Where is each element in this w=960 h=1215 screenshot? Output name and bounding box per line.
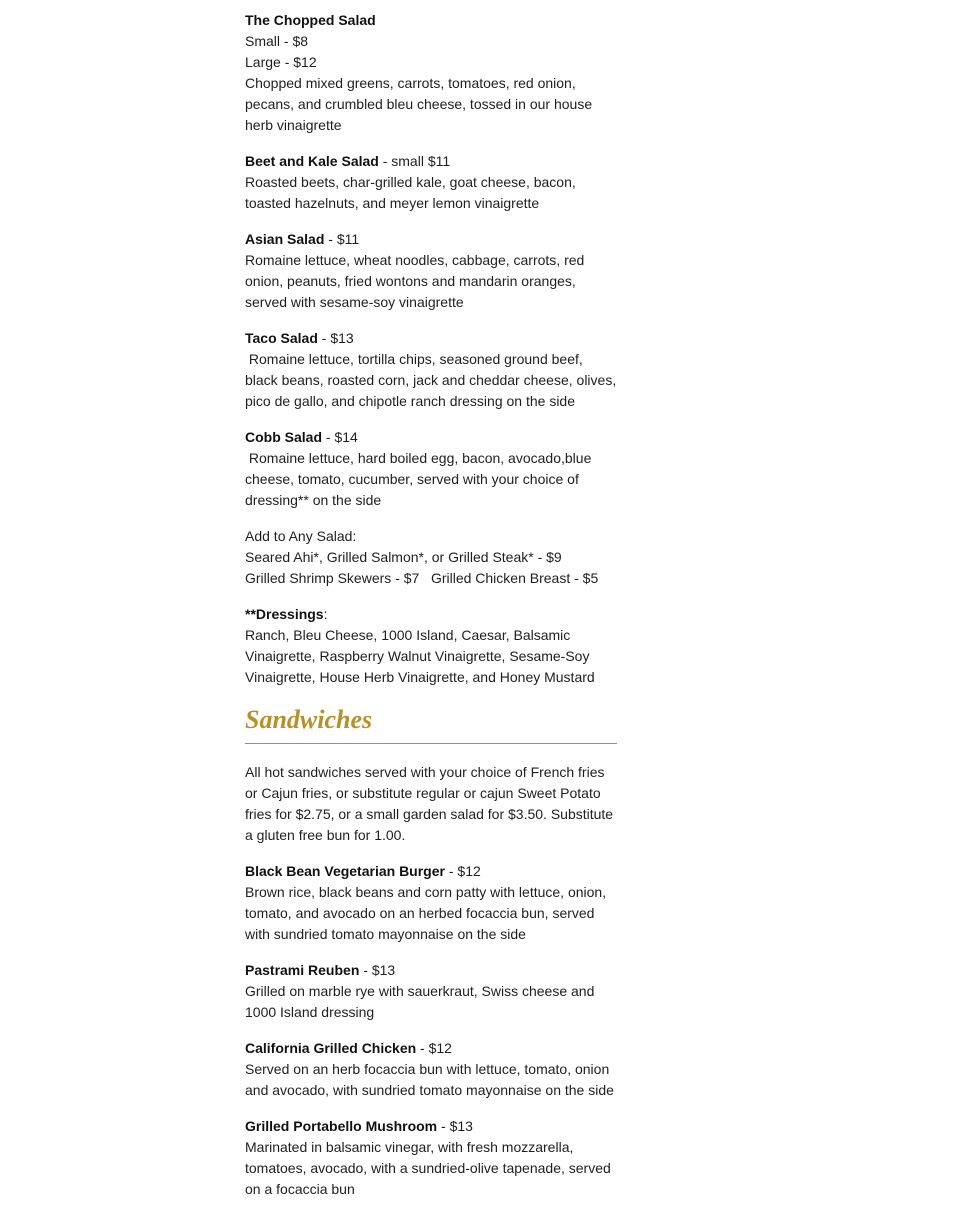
dressings-label: **Dressings [245, 606, 324, 622]
item-description: Chopped mixed greens, carrots, tomatoes, red onion, pecans, and crumbled bleu cheese, tossed in our house herb vinaigrette [245, 75, 593, 133]
item-price-small: Small - $8 [245, 33, 309, 49]
item-price: - small $11 [378, 153, 451, 169]
menu-content [245, 10, 617, 1215]
salad-add-ons [245, 526, 617, 589]
item-description: Romaine lettuce, tortilla chips, seasoned ground beef, black beans, roasted corn, jack and cheddar cheese, olives, pico de gallo, and chipotle ranch dressing on the side [245, 351, 617, 409]
item-description: Brown rice, black beans and corn patty with lettuce, onion, tomato, and avocado on an herbed focaccia bun, served with sundried tomato mayonnaise on the side [245, 884, 607, 942]
item-name: Pastrami Reuben [245, 962, 360, 978]
menu-item-chopped-salad [245, 10, 617, 136]
item-price: - $11 [324, 231, 360, 247]
item-price: - $12 [416, 1040, 452, 1056]
item-price: - $12 [444, 863, 481, 879]
add-ons-proteins: Seared Ahi*, Grilled Salmon*, or Grilled Steak* - $9 [245, 549, 562, 565]
item-price: - $14 [322, 429, 358, 445]
item-name: Taco Salad [245, 330, 318, 346]
item-name: Cobb Salad [245, 429, 323, 445]
menu-item-california-grilled-chicken [245, 1038, 617, 1101]
item-description: Marinated in balsamic vinegar, with fresh mozzarella, tomatoes, avocado, with a sundried-olive tapenade, served on a focaccia bun [245, 1139, 611, 1197]
item-name: Black Bean Vegetarian Burger [245, 863, 445, 879]
menu-item-taco-salad [245, 328, 617, 412]
item-name: California Grilled Chicken [245, 1040, 417, 1056]
dressings-text: Ranch, Bleu Cheese, 1000 Island, Caesar, Balsamic Vinaigrette, Raspberry Walnut Vinaigrette, Sesame-Soy Vinaigrette, House Herb Vinaigrette, and Honey Mustard [245, 627, 595, 685]
item-description: Roasted beets, char-grilled kale, goat cheese, bacon, toasted hazelnuts, and meyer lemon vinaigrette [245, 174, 576, 211]
dressings-colon: : [323, 606, 328, 622]
item-description: Served on an herb focaccia bun with lettuce, tomato, onion and avocado, with sundried tomato mayonnaise on the side [245, 1061, 614, 1098]
item-name: Asian Salad [245, 231, 325, 247]
menu-item-pastrami-reuben [245, 960, 617, 1023]
dressings-list [245, 604, 617, 688]
menu-item-beet-kale-salad [245, 151, 617, 214]
item-description: Romaine lettuce, hard boiled egg, bacon, avocado,blue cheese, tomato, cucumber, served with your choice of dressing** on the side [245, 450, 592, 508]
menu-item-cobb-salad [245, 427, 617, 511]
menu-item-black-bean-burger [245, 861, 617, 945]
item-price: - $13 [317, 330, 354, 346]
section-heading-sandwiches: Sandwiches [245, 703, 617, 744]
add-ons-shrimp-chicken: Grilled Shrimp Skewers - $7 Grilled Chicken Breast - $5 [245, 570, 599, 586]
item-price-large: Large - $12 [245, 54, 317, 70]
item-name: Beet and Kale Salad [245, 153, 379, 169]
sandwiches-intro: All hot sandwiches served with your choice of French fries or Cajun fries, or substitute regular or cajun Sweet Potato fries for $2.75, or a small garden salad for $3.50. Substitute a gluten free bun for 1.00. [245, 764, 614, 843]
item-price: - $13 [437, 1118, 473, 1134]
item-name: Grilled Portabello Mushroom [245, 1118, 438, 1134]
menu-item-grilled-portabello [245, 1116, 617, 1200]
item-description: Romaine lettuce, wheat noodles, cabbage, carrots, red onion, peanuts, fried wontons and mandarin oranges, served with sesame-soy vinaigrette [245, 252, 585, 310]
add-ons-title: Add to Any Salad: [245, 528, 357, 544]
item-description: Grilled on marble rye with sauerkraut, Swiss cheese and 1000 Island dressing [245, 983, 595, 1020]
menu-item-asian-salad [245, 229, 617, 313]
item-name: The Chopped Salad [245, 12, 376, 28]
item-price: - $13 [359, 962, 396, 978]
